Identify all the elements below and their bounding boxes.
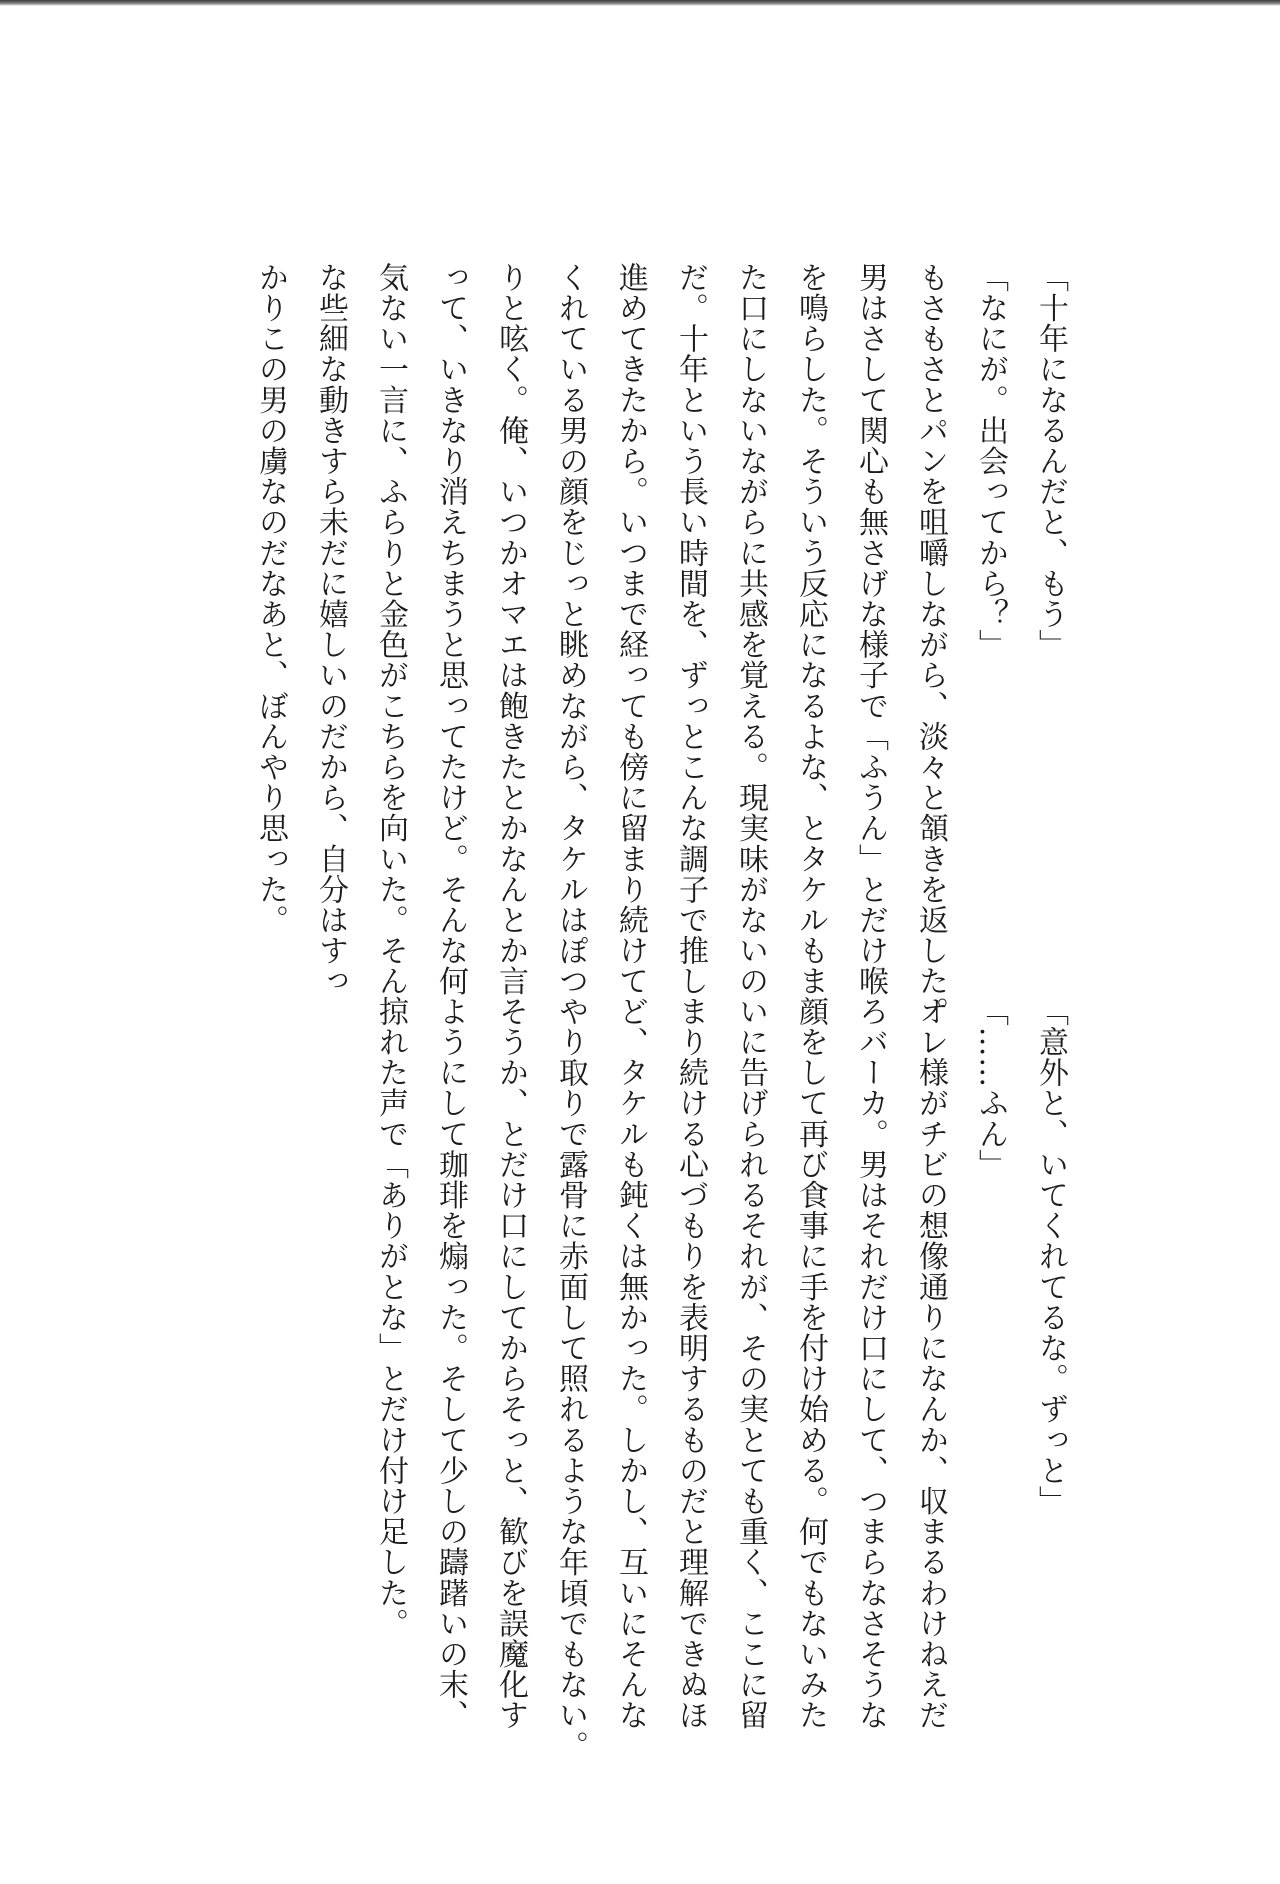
text-line: 「十年になるんだと、もう」 <box>1033 262 1068 660</box>
text-line: くれている男の顔をじっと眺めながら、タケルはぽつ <box>553 262 588 997</box>
text-line: 「……ふん」 <box>973 996 1008 1180</box>
text-line: 顔をして再び食事に手を付け始める。何でもないみた <box>793 996 828 1731</box>
text-line: もさもさとパンを咀嚼しながら、淡々と頷きを返した。 <box>913 262 948 1027</box>
text-line: ようにして珈琲を煽った。そして少しの躊躇いの末、 <box>433 996 468 1731</box>
text-line: かりこの男の虜なのだなあと、ぼんやり思った。 <box>253 262 288 936</box>
text-line: だ。十年という長い時間を、ずっとこんな調子で推し <box>673 262 708 997</box>
text-line: ど、タケルも鈍くは無かった。しかし、互いにそんな <box>613 996 648 1731</box>
text-line: 「意外と、いてくれてるな。ずっと」 <box>1033 996 1068 1517</box>
text-line: そうか、とだけ口にしてからそっと、歓びを誤魔化す <box>493 996 528 1731</box>
text-line: 掠れた声で「ありがとな」とだけ付け足した。 <box>373 996 408 1639</box>
text-line: って、いきなり消えちまうと思ってたけど。そんな何 <box>433 262 468 997</box>
text-line: りと呟く。俺、いつかオマエは飽きたとかなんとか言 <box>493 262 528 997</box>
text-line: た口にしないながらに共感を覚える。現実味がないの <box>733 262 768 997</box>
upper-text-block <box>240 262 1080 1027</box>
text-line: いに告げられるそれが、その実とても重く、ここに留 <box>733 996 768 1731</box>
text-line: ろバーカ。男はそれだけ口にして、つまらなさそうな <box>853 996 888 1731</box>
text-line: 進めてきたから。いつまで経っても傍に留まり続けて <box>613 262 648 997</box>
text-line: 気ない一言に、ふらりと金色がこちらを向いた。そん <box>373 262 408 997</box>
text-line: オレ様がチビの想像通りになんか、収まるわけねえだ <box>913 996 948 1731</box>
text-line: まり続ける心づもりを表明するものだと理解できぬほ <box>673 996 708 1731</box>
text-line: 「なにが。出会ってから？」 <box>973 262 1008 660</box>
text-line: な些細な動きすら未だに嬉しいのだから、自分はすっ <box>313 262 348 997</box>
text-line: を鳴らした。そういう反応になるよな、とタケルもま <box>793 262 828 997</box>
text-line: 男はさして関心も無さげな様子で「ふうん」とだけ喉 <box>853 262 888 997</box>
lower-text-block <box>360 996 1080 1761</box>
text-line: やり取りで露骨に赤面して照れるような年頃でもない。 <box>553 996 588 1761</box>
